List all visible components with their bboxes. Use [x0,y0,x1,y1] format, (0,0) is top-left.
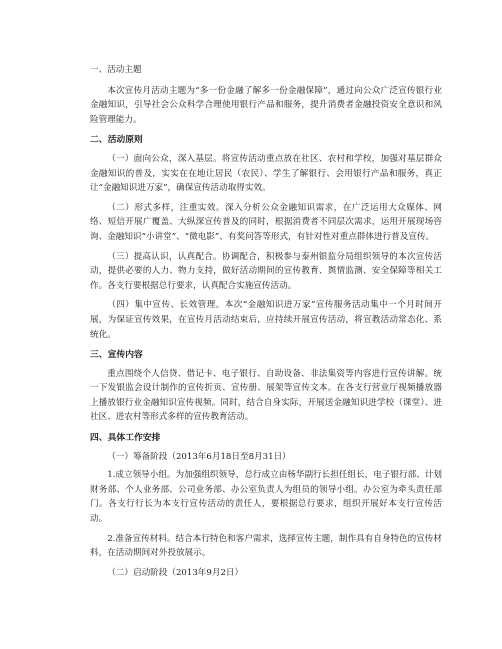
section-heading-content: 三、宣传内容 [90,350,143,361]
paragraph-content: 重点围绕个人信贷、借记卡、电子银行、自助设备、非法集资等内容进行宣传讲解。统一下发银监会设计制作的宣传折页、宣传册、展架等宣传文本。在各支行营业厅视频播放器上播放银行业金融知识宣传视频。同时，结合自身实际，开展送金融知识进学校（课堂）、进社区、进农村等形式多样的宣传教育活动。 [90,368,442,423]
stage-heading-launch: （二）启动阶段（2013年9月2日） [107,567,244,578]
paragraph-principle-4: （四）集中宣传、长效管理。本次“金融知识进万家”宣传服务活动集中一个月时间开展，为保证宣传效果，在宣传月活动结束后，应持续开展宣传活动，将宣教活动常态化、系统化。 [90,300,442,340]
section-heading-principles: 二、活动原则 [90,135,143,146]
paragraph-materials: 2.准备宣传材料。结合本行特色和客户需求，选择宣传主题，制作具有自身特色的宣传材料，在活动期间对外投放展示。 [90,533,442,559]
paragraph-principle-3: （三）提高认识，认真配合。协调配合，积极参与泰州银监分局组织领导的本次宣传活动，提供必要的人力、物力支持，做好活动期间的宣传教育、舆情监测、安全保障等相关工作。各支行要根据总行要求，认真配合实施宣传活动。 [90,251,442,291]
section-heading-arrangement: 四、具体工作安排 [90,433,161,444]
paragraph-principle-2: （二）形式多样，注重实效。深入分析公众金融知识需求，在广泛运用大众媒体、网络、短信开展广覆盖、大纵深宣传普及的同时，根据消费者不同层次需求，运用开展现场咨询、金融知识“小讲堂”、“微电影”、有奖问答等形式，有针对性对重点群体进行普及宣传。 [90,202,442,242]
stage-heading-preparation: （一）筹备阶段（2013年6月18日至8月31日） [107,451,291,462]
document-page [90,63,442,584]
paragraph-principle-1: （一）面向公众，深入基层。将宣传活动重点放在社区、农村和学校，加强对基层群众金融知识的普及，实实在在地让居民（农民）、学生了解银行、会用银行产品和服务，真正让“金融知识进万家”，确保宣传活动取得实效。 [90,153,442,194]
section-heading-theme: 一、活动主题 [90,65,142,75]
paragraph-leading-group: 1.成立领导小组。为加强组织领导，总行成立由杨华副行长担任组长，电子银行部、计划财务部、个人业务部、公司业务部、办公室负责人为组员的领导小组。办公室为牵头责任部门。各支行行长为本支行宣传活动的责任人，要根据总行要求，组织开展好本支行宣传活动。 [90,470,442,525]
paragraph-theme: 本次宣传月活动主题为“多一份金融了解多一份金融保障”，通过向公众广泛宣传银行业金融知识，引导社会公众科学合理使用银行产品和服务，提升消费者金融投资安全意识和风险管理能力。 [90,85,442,125]
